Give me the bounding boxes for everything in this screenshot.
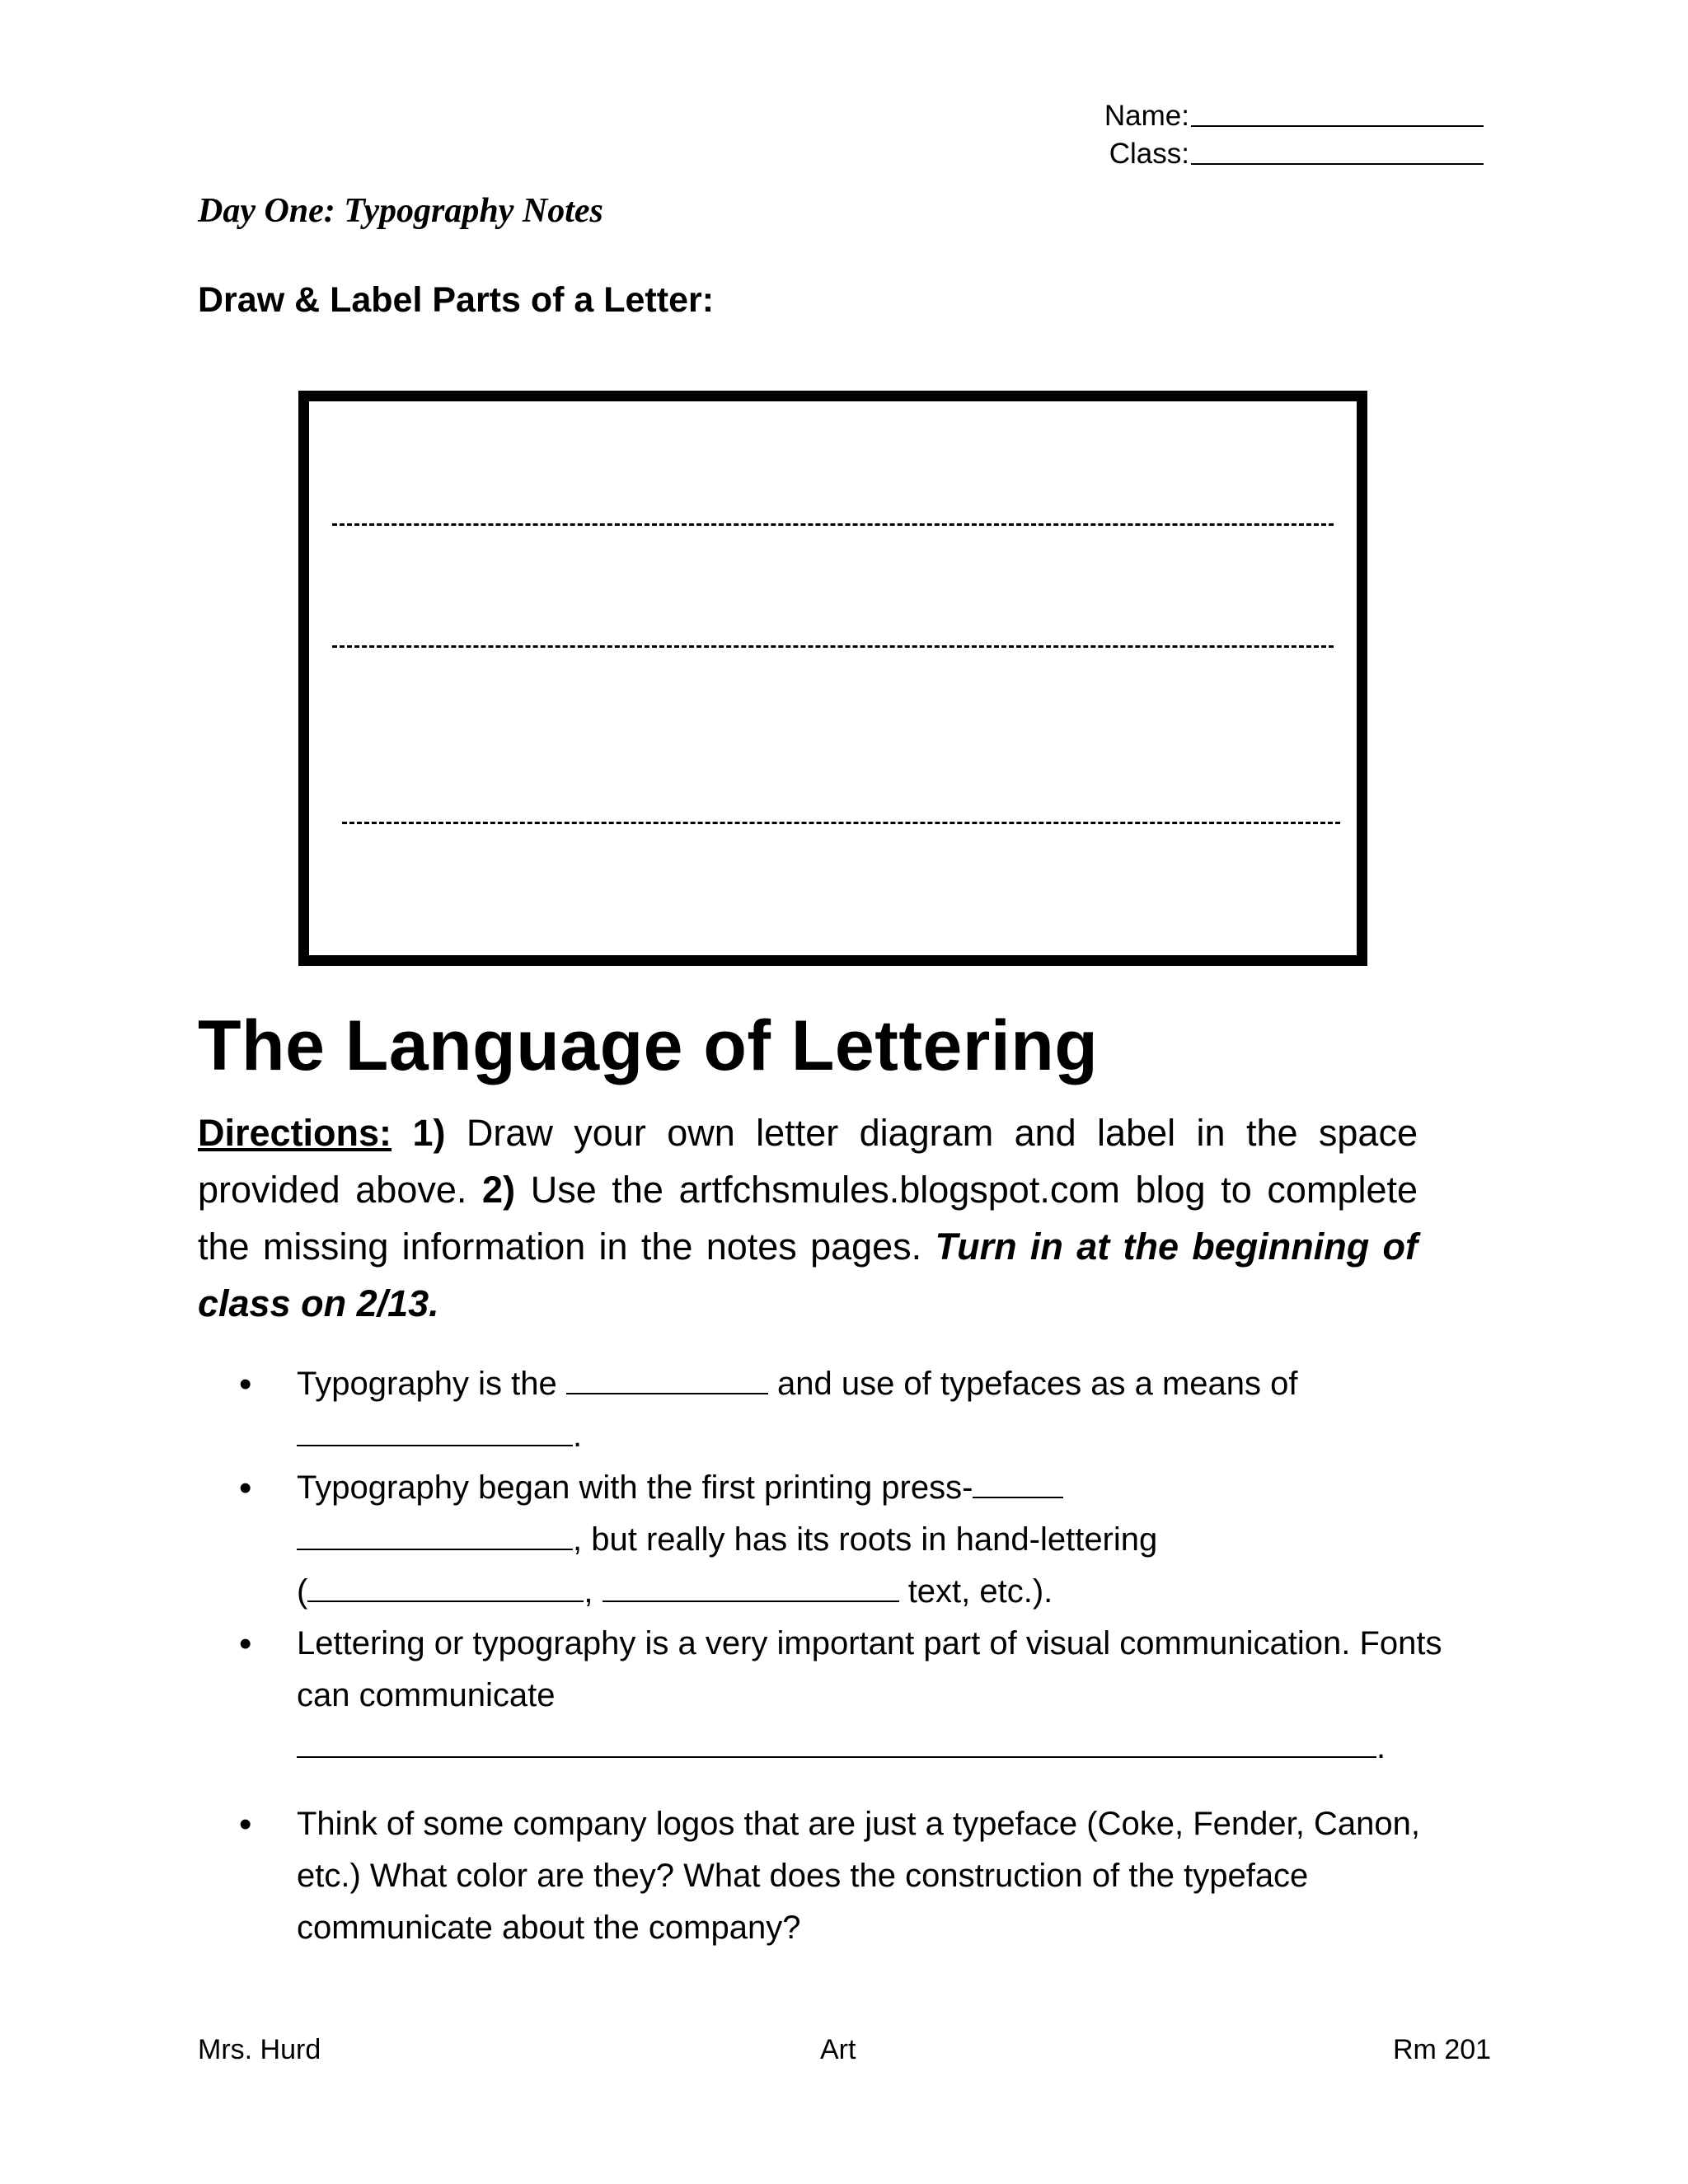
list-item: • Lettering or typography is a very important part of visual communication. Fonts can communicate . xyxy=(239,1618,1492,1774)
fill-in-blank[interactable] xyxy=(603,1571,899,1602)
class-label: Class: xyxy=(1109,138,1189,170)
letter-drawing-box[interactable] xyxy=(298,391,1367,966)
step1-text: Draw your own letter diagram and label in the space provided above. xyxy=(198,1112,1418,1211)
note-text: Lettering or typography is a very important part of visual communication. Fonts can communicate xyxy=(297,1625,1442,1713)
note-text: Think of some company logos that are just a typeface (Coke, Fender, Canon, etc.) What color are they? What does the construction of the typeface communicate about the company? xyxy=(297,1806,1420,1946)
class-blank[interactable] xyxy=(1191,135,1484,165)
x-height-guide-line xyxy=(332,645,1334,648)
class-row xyxy=(1071,135,1484,173)
name-blank[interactable] xyxy=(1191,97,1484,127)
fill-in-blank[interactable] xyxy=(297,1727,1376,1758)
page-title: The Language of Lettering xyxy=(198,1006,1099,1085)
fill-in-blank[interactable] xyxy=(973,1467,1063,1498)
name-label: Name: xyxy=(1104,100,1189,132)
day-one-title: Day One: Typography Notes xyxy=(198,192,603,230)
list-item xyxy=(239,1462,1492,1618)
note-text: and use of typefaces as a means of xyxy=(767,1366,1298,1402)
draw-label-title: Draw & Label Parts of a Letter: xyxy=(198,280,715,320)
notes-list xyxy=(239,1358,1492,1954)
footer-teacher: Mrs. Hurd xyxy=(198,2034,321,2065)
ascender-guide-line xyxy=(332,523,1334,526)
fill-in-blank[interactable] xyxy=(297,1415,573,1446)
fill-in-blank[interactable] xyxy=(297,1519,573,1550)
note-text: text, etc.). xyxy=(898,1573,1053,1610)
note-text: , but really has its roots in hand-lettering xyxy=(573,1521,1158,1558)
footer-room: Rm 201 xyxy=(1393,2034,1492,2065)
name-class-block xyxy=(1071,97,1484,173)
step2-number: 2) xyxy=(482,1169,516,1211)
directions-paragraph xyxy=(198,1104,1418,1332)
note-text: Typography is the xyxy=(297,1366,566,1402)
note-text: ( xyxy=(297,1573,308,1610)
list-item xyxy=(239,1798,1492,1954)
baseline-guide-line xyxy=(342,822,1340,824)
note-text: Typography began with the first printing press- xyxy=(297,1469,973,1506)
fill-in-blank[interactable] xyxy=(566,1363,768,1394)
directions-label: Directions: xyxy=(198,1112,392,1154)
due-date-note: Turn in at the beginning of class on 2/13. xyxy=(198,1226,1418,1324)
footer-subject: Art xyxy=(820,2034,856,2065)
fill-in-blank[interactable] xyxy=(307,1571,584,1602)
note-text: , xyxy=(584,1573,593,1610)
step2-text: Use the artfchsmules.blogspot.com blog to complete the missing information in the notes pages. xyxy=(198,1169,1418,1268)
list-item: • Typography is the and use of typefaces as a means of . xyxy=(239,1358,1492,1462)
step1-number: 1) xyxy=(412,1112,446,1154)
name-row xyxy=(1071,97,1484,135)
